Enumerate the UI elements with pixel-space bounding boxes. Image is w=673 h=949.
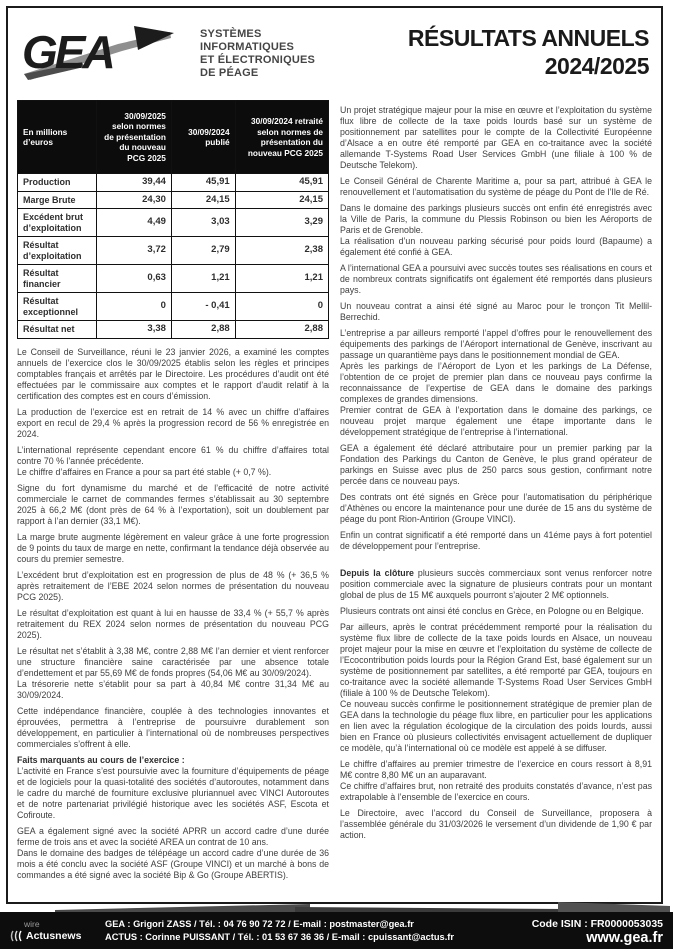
table-row [18,174,329,192]
paragraph: La production de l’exercice est en retrait de 14 % avec un chiffre d’affaires export en recul de 29,4 % après la progression record de 56 % enregistrée en 2024. [17,406,329,439]
row-label: Résultat net [18,321,97,339]
row-label: Résultat financier [18,265,97,293]
paragraph: Ce chiffre d’affaires brut, non retraité des produits constatés d’avance, n’est pas extrapolable à l’ensemble de l’exercice en cours. [340,781,652,802]
paragraph: Dans le domaine des parkings plusieurs succès ont enfin été enregistrés avec la Ville de Paris, la commune du Plessis Robinson ou bien les Aéroports de Paris et de Grenoble. [340,203,652,235]
results-table-body [18,174,329,339]
isin-code: Code ISIN : FR0000053035 [531,917,663,930]
table-row [18,265,329,293]
paragraph: Enfin un contrat significatif a été remporté dans un 41éme pays à fort potentiel de développement pour l’entreprise. [340,530,652,551]
paragraph: Le Conseil Général de Charente Maritime a, pour sa part, attribué à GEA le renouvellement et l’automatisation du système de péage du Pont de l’Ile de Ré. [340,176,652,197]
row-value: 0 [97,293,172,321]
row-value: 0,63 [97,265,172,293]
paragraph: Cette indépendance financière, couplée à des technologies innovantes et éprouvées, permettra à l’entreprise de poursuivre durablement son développement, en particulier à l’international où de nombreuses perspectives commerciales s’offrent à elle. [17,705,329,749]
col-header-unit: En millions d’euros [18,101,97,174]
row-value: 3,29 [235,209,328,237]
paragraph: Le chiffre d’affaires en France a pour sa part été stable (+ 0,7 %). [17,466,272,477]
paragraph: Le Conseil de Surveillance, réuni le 23 janvier 2026, a examiné les comptes annuels de l’exercice clos le 30/09/2025 établis selon les règles et principes comptables français et arrêtés par le Directoire. Les procédures d’audit ont été effectuées par le commissaire aux comptes et le rapport d’audit relatif à la certification des comptes est en cours d’émission. [17,346,329,401]
tagline-line: DE PÉAGE [200,67,259,79]
row-value: 39,44 [97,174,172,192]
paragraph: GEA a également signé avec la société APRR un accord cadre d’une durée ferme de trois ans et avec la société AREA un contrat de 10 ans. [17,825,329,847]
wire-waves-icon [10,930,24,942]
col-header-2024-restated: 30/09/2024 retraité selon normes de présentation du nouveau PCG 2025 [235,101,328,174]
row-value: 1,21 [171,265,235,293]
paragraph: Par ailleurs, après le contrat précédemment remporté pour la réalisation du système flux libre de collecte de la taxe poids lourds en Alsace, un nouveau projet majeur pour la mise en œuvre et l’exploitation du système de collecte de l’Ecocontribution poids lourds pour la Région Grand Est, basé également sur un système de positionnement par satellites, a été remporté par GEA, toujours en co-traitance avec la société allemande T-Systems Road User Services GmbH (filiale à 100 % de Deutsche Telekom). [340,622,652,698]
paragraph: Dans le domaine des badges de télépéage un accord cadre d’une durée de 36 mois a été conclu avec la société ASF (Groupe VINCI) et un marché à bons de commandes a été signé avec la société Bip & Go (Groupe ABERTIS). [17,847,329,880]
title-line-1: RÉSULTATS ANNUELS [407,25,649,51]
row-value: 24,30 [97,191,172,209]
table-header-row [18,101,329,174]
paragraph: Signe du fort dynamisme du marché et de l’efficacité de notre activité commerciale le carnet de commandes fermes s’établissait au 30 septembre 2025 à 66,2 M€ (dont près de 64 % à l’exportation), soit un doublement par rapport à l’an dernier (33,1 M€). [17,482,329,526]
row-value: 2,88 [171,321,235,339]
row-value: 3,72 [97,237,172,265]
row-value: 24,15 [235,191,328,209]
col-header-2024-published: 30/09/2024 publié [171,101,235,174]
paragraph: Un projet stratégique majeur pour la mise en œuvre et l’exploitation du système flux libre de collecte de la taxe poids lourds basé sur un système de positionnement par satellites pour le compte de la Collectivité Européenne d’Alsace a en outre été remporté par GEA en co-traitance avec la société allemande T-Systems Road User Services GmbH (une filiale à 100 % de Deutsche Telekom). [340,105,652,170]
row-value: 45,91 [235,174,328,192]
row-label: Marge Brute [18,191,97,209]
brand-name: Actusnews [26,929,82,942]
paragraph: Le résultat net s’établit à 3,38 M€, contre 2,88 M€ l’an dernier et vient renforcer une structure financière saine caractérisée par une absence totale d’endettement et par 55,69 M€ de fonds propres (54,06 M€ au 30/09/2024). [17,645,329,678]
results-table [17,100,329,339]
actusnews-logo [10,919,105,942]
footer-bar [0,912,673,949]
paragraph: L’international représente cependant encore 61 % du chiffre d’affaires total contre 70 % l’année précédente. [17,444,329,466]
paragraph: Ce nouveau succès confirme le positionnement stratégique de premier plan de GEA dans la technologie du péage flux libre, en particulier pour les applications en lien avec la régulation écologique de la circulation des poids lourds, aussi bien en France où plusieurs collectivités envisagent actuellement de dupliquer ce modèle, qu’à l’international où ce modèle est appelé à se diffuser. [340,699,652,753]
paragraph: GEA a également été déclaré attributaire pour un premier parking par la Fondation des Parkings du Canton de Genève, le plus grand opérateur de parkings en Suisse avec plus de 250 parcs sous gestion, confirmant notre percée dans ce nouveau pays. [340,443,652,486]
paragraph: Des contrats ont été signés en Grèce pour l’automatisation du périphérique d’Athènes ou encore la maintenance pour une durée de 15 ans du système de péage du pont Rion-Antirion (Groupe VINCI). [340,492,652,524]
row-label: Résultat exceptionnel [18,293,97,321]
paragraph: La trésorerie nette s’établit pour sa part à 40,84 M€ contre 31,34 M€ au 30/09/2024. [17,678,329,700]
title-line-2: 2024/2025 [544,53,649,79]
row-label: Résultat d’exploitation [18,237,97,265]
document-title [408,24,649,80]
paragraph: Le Directoire, avec l’accord du Conseil de Surveillance, proposera à l’assemblée générale du 31/03/2026 le versement d’un dividende de 1,90 € par action. [340,808,652,840]
document-header [8,8,661,100]
gea-logo [22,22,182,84]
tagline-line: ET ÉLECTRONIQUES [200,54,316,66]
contact-line-actus: ACTUS : Corinne PUISSANT / Tél. : 01 53 67 36 36 / E-mail : cpuissant@actus.fr [105,931,455,942]
left-column [17,100,329,881]
website-url: www.gea.fr [586,929,663,946]
row-value: 24,15 [171,191,235,209]
table-row [18,191,329,209]
paragraph: Plusieurs contrats ont ainsi été conclus en Grèce, en Pologne ou en Belgique. [340,606,644,616]
table-row [18,293,329,321]
paragraph: Depuis la clôture plusieurs succès commerciaux sont venus renforcer notre position commerciale avec la signature de plusieurs contrats pour un montant global de plus de 15 M€ auxquels pourront s’ajouter 2 M€ optionnels. [340,568,652,600]
company-tagline [200,28,315,80]
paragraph: Le résultat d’exploitation est quant à lui en hausse de 33,4 % (+ 55,7 % après retraitement du REX 2024 selon normes de présentation du nouveau PCG 2025). [17,607,329,640]
row-value: 0 [235,293,328,321]
paragraph: L’entreprise a par ailleurs remporté l’appel d’offres pour le renouvellement des équipements des parkings de l’Aéroport international de Genève, inscrivant au passage un quarantième pays dans le positionnement mondial de GEA. [340,328,652,360]
row-value: 3,38 [97,321,172,339]
table-row [18,209,329,237]
table-row [18,237,329,265]
logo-wordmark: GEA [22,26,113,78]
row-value: 1,21 [235,265,328,293]
row-value: 2,38 [235,237,328,265]
row-value: - 0,41 [171,293,235,321]
paragraph: Le chiffre d’affaires au premier trimestre de l’exercice en cours ressort à 8,91 M€ contre 8,80 M€ un an auparavant. [340,759,652,780]
row-value: 2,79 [171,237,235,265]
right-column-paragraphs [340,105,652,841]
paragraph: Faits marquants au cours de l’exercice : [17,754,185,765]
row-value: 45,91 [171,174,235,192]
paragraph: Après les parkings de l’Aéroport de Lyon et les parkings de La Défense, l’obtention de ce projet de premier plan dans ce nouveau pays confirme la reconnaissance de l’expertise de GEA dans le domaine des parkings complexes de grandes dimensions. [340,361,652,404]
row-label: Production [18,174,97,192]
paragraph: Un nouveau contrat a ainsi été signé au Maroc pour le tronçon Tit Mellil-Berrechid. [340,301,652,322]
row-value: 3,03 [171,209,235,237]
paragraph: La marge brute augmente légèrement en valeur grâce à une forte progression de 9 points du taux de marge en nette, confirmant la tendance déjà observée au cours du premier semestre. [17,531,330,564]
tagline-line: INFORMATIQUES [200,41,295,53]
paragraph: L’excédent brut d’exploitation est en progression de plus de 48 % (+ 36,5 % après retraitement de l’EBE 2024 selon normes de présentation du nouveau PCG 2025). [17,569,329,602]
paragraph: Premier contrat de GEA à l’exportation dans le domaine des parkings, ce nouveau projet marque également une étape importante dans le développement stratégique de l’entreprise à l’international. [340,405,652,437]
paragraph: A l’international GEA a poursuivi avec succès toutes ses réalisations en cours et de nombreux contrats significatifs ont également été remportés dans plusieurs pays. [340,263,652,295]
table-row [18,321,329,339]
paragraph: L’activité en France s’est poursuivie avec la fourniture d’équipements de péage et de logiciels pour la quasi-totalité des sociétés d’autoroutes, notamment dans le cadre du marché de fourniture exclusive pluriannuel avec VINCI Autoroutes et de notre partenariat privilégié historique avec les sociétés ASF, Escota et Cofiroute. [17,765,329,820]
row-value: 2,88 [235,321,328,339]
right-column [340,100,652,881]
col-header-2025: 30/09/2025 selon normes de présentation du nouveau PCG 2025 [97,101,172,174]
left-column-paragraphs [17,347,329,881]
footer-right [532,917,663,945]
wire-label: wire [24,919,40,929]
paragraph: La réalisation d’un nouveau parking sécurisé pour poids lourd (Bapaume) a également été confié à GEA. [340,236,652,257]
tagline-line: SYSTÈMES [200,28,262,40]
page-frame [6,6,663,904]
contact-line-gea: GEA : Grigori ZASS / Tél. : 04 76 90 72 72 / E-mail : postmaster@gea.fr [105,918,414,929]
document-body [8,100,661,881]
row-label: Excédent brut d’exploitation [18,209,97,237]
row-value: 4,49 [97,209,172,237]
footer-contacts [105,918,532,944]
